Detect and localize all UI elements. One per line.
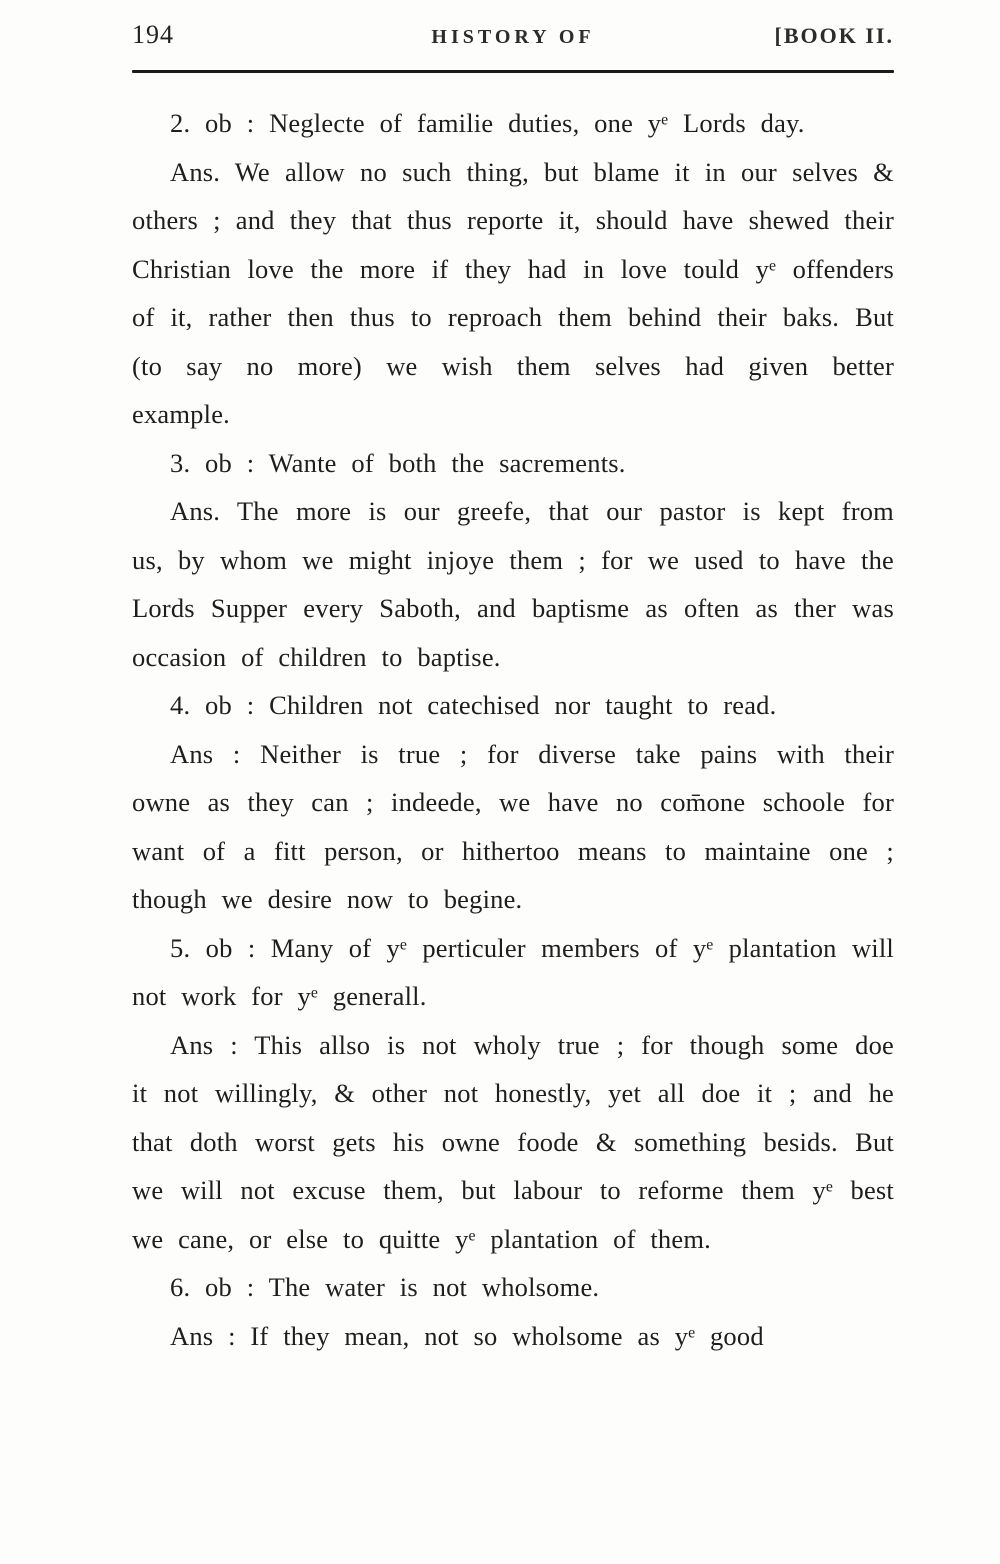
running-title: HISTORY OF bbox=[431, 26, 595, 48]
paragraph-answer-4: Ans : Neither is true ; for diverse take pains with their owne as they can ; indeede, we have no com̄one schoole for want of a fitt person, or hithertoo means to maintaine one ; though we desire now to begine. bbox=[132, 738, 894, 914]
paragraph-answer-2: Ans. We allow no such thing, but blame it in our selves & others ; and they that thus reporte it, should have shewed their Christian love the more if they had in love tould yᵉ offenders of it, rather then thus to reproach them behind their baks. But (to say no more) we wish them selves had given better example. bbox=[132, 156, 894, 429]
paragraph-objection-6: 6. ob : The water is not wholsome. bbox=[170, 1272, 600, 1302]
paragraph-objection-4: 4. ob : Children not catechised nor taught to read. bbox=[170, 690, 777, 720]
paragraph-objection-5: 5. ob : Many of yᵉ perticuler members of yᵉ plantation will not work for yᵉ generall. bbox=[132, 932, 894, 1011]
paragraph-objection-3: 3. ob : Wante of both the sacrements. bbox=[170, 447, 626, 478]
paragraph-answer-5: Ans : This allso is not wholy true ; for though some doe it not willingly, & other not honestly, yet all doe it ; and he that doth worst gets his owne foode & something besids. But we will not excuse them, but labour to reforme them yᵉ best we cane, or else to quitte yᵉ plantation of them. bbox=[132, 1029, 894, 1254]
paragraph-objection-2: 2. ob : Neglecte of familie duties, one yᵉ Lords day. bbox=[170, 108, 805, 138]
page-number: 194 bbox=[132, 20, 174, 49]
text-block bbox=[132, 99, 894, 1360]
paragraph-answer-3: Ans. The more is our greefe, that our pastor is kept from us, by whom we might injoye them ; for we used to have the Lords Supper every Saboth, and baptisme as often as ther was occasion of children to baptise. bbox=[132, 496, 894, 672]
running-header bbox=[132, 18, 894, 62]
paragraph-answer-6: Ans : If they mean, not so wholsome as yᵉ good bbox=[170, 1320, 764, 1351]
book-marker: [BOOK II. bbox=[774, 23, 894, 48]
header-rule bbox=[132, 70, 894, 73]
